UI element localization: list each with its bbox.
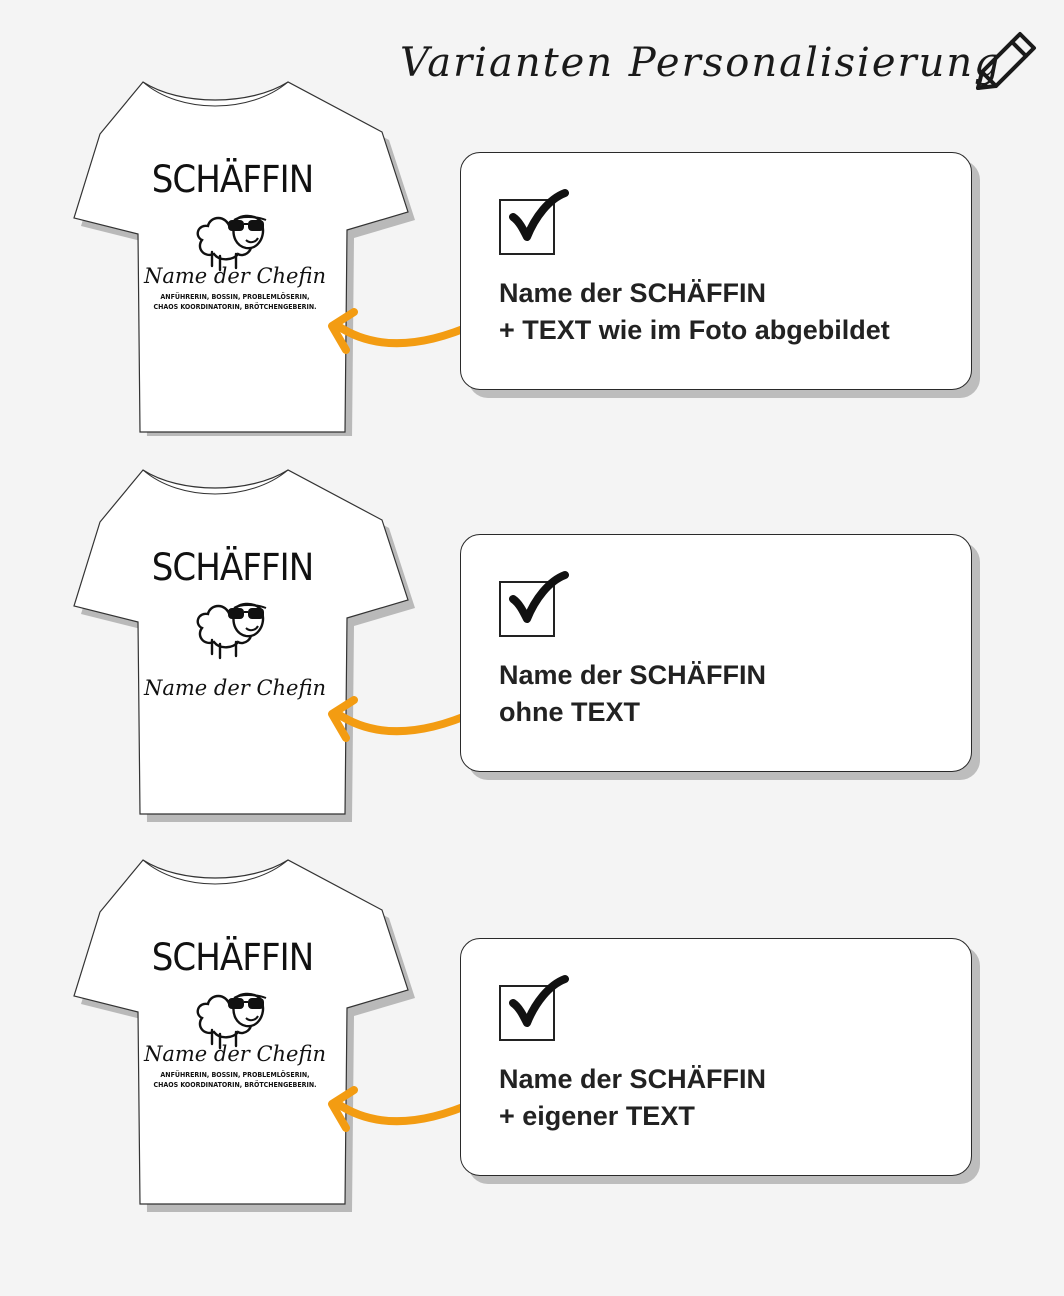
variant-2: [0, 464, 1064, 864]
shirt-tags-line: CHAOS KOORDINATORIN, BRÖTCHENGEBERIN.: [153, 303, 317, 311]
card-line: + TEXT wie im Foto abgebildet: [499, 315, 890, 345]
variant-card[interactable]: [460, 938, 972, 1176]
card-text: [499, 1061, 766, 1135]
card-text: [499, 657, 766, 731]
shirt-name: Name der Chefin: [143, 264, 327, 288]
shirt-title: SCHÄFFIN: [151, 158, 314, 201]
shirt-title: SCHÄFFIN: [151, 546, 314, 589]
card-line: Name der SCHÄFFIN: [499, 278, 767, 308]
card-text: [499, 275, 890, 349]
checkmark-icon: [505, 187, 569, 247]
card-line: Name der SCHÄFFIN: [499, 1064, 767, 1094]
shirt-tags-line: ANFÜHRERIN, BOSSIN, PROBLEMLÖSERIN,: [160, 293, 310, 301]
shirt-tags-line: CHAOS KOORDINATORIN, BRÖTCHENGEBERIN.: [153, 1081, 317, 1089]
arrow-icon: [320, 1086, 480, 1146]
variant-3: [0, 854, 1064, 1254]
shirt-title: SCHÄFFIN: [151, 936, 314, 979]
variant-card[interactable]: [460, 534, 972, 772]
page-title: Varianten Personalisierung: [400, 40, 1002, 86]
card-line: Name der SCHÄFFIN: [499, 660, 767, 690]
arrow-icon: [320, 696, 480, 756]
card-line: ohne TEXT: [499, 697, 640, 727]
shirt-tags-line: ANFÜHRERIN, BOSSIN, PROBLEMLÖSERIN,: [160, 1071, 310, 1079]
sheep-icon: [190, 594, 276, 664]
variant-card[interactable]: [460, 152, 972, 390]
checkmark-icon: [505, 973, 569, 1033]
shirt-name: Name der Chefin: [143, 1042, 327, 1066]
shirt-name: Name der Chefin: [143, 676, 327, 700]
card-line: + eigener TEXT: [499, 1101, 695, 1131]
variant-1: [0, 76, 1064, 476]
arrow-icon: [320, 308, 480, 368]
checkmark-icon: [505, 569, 569, 629]
